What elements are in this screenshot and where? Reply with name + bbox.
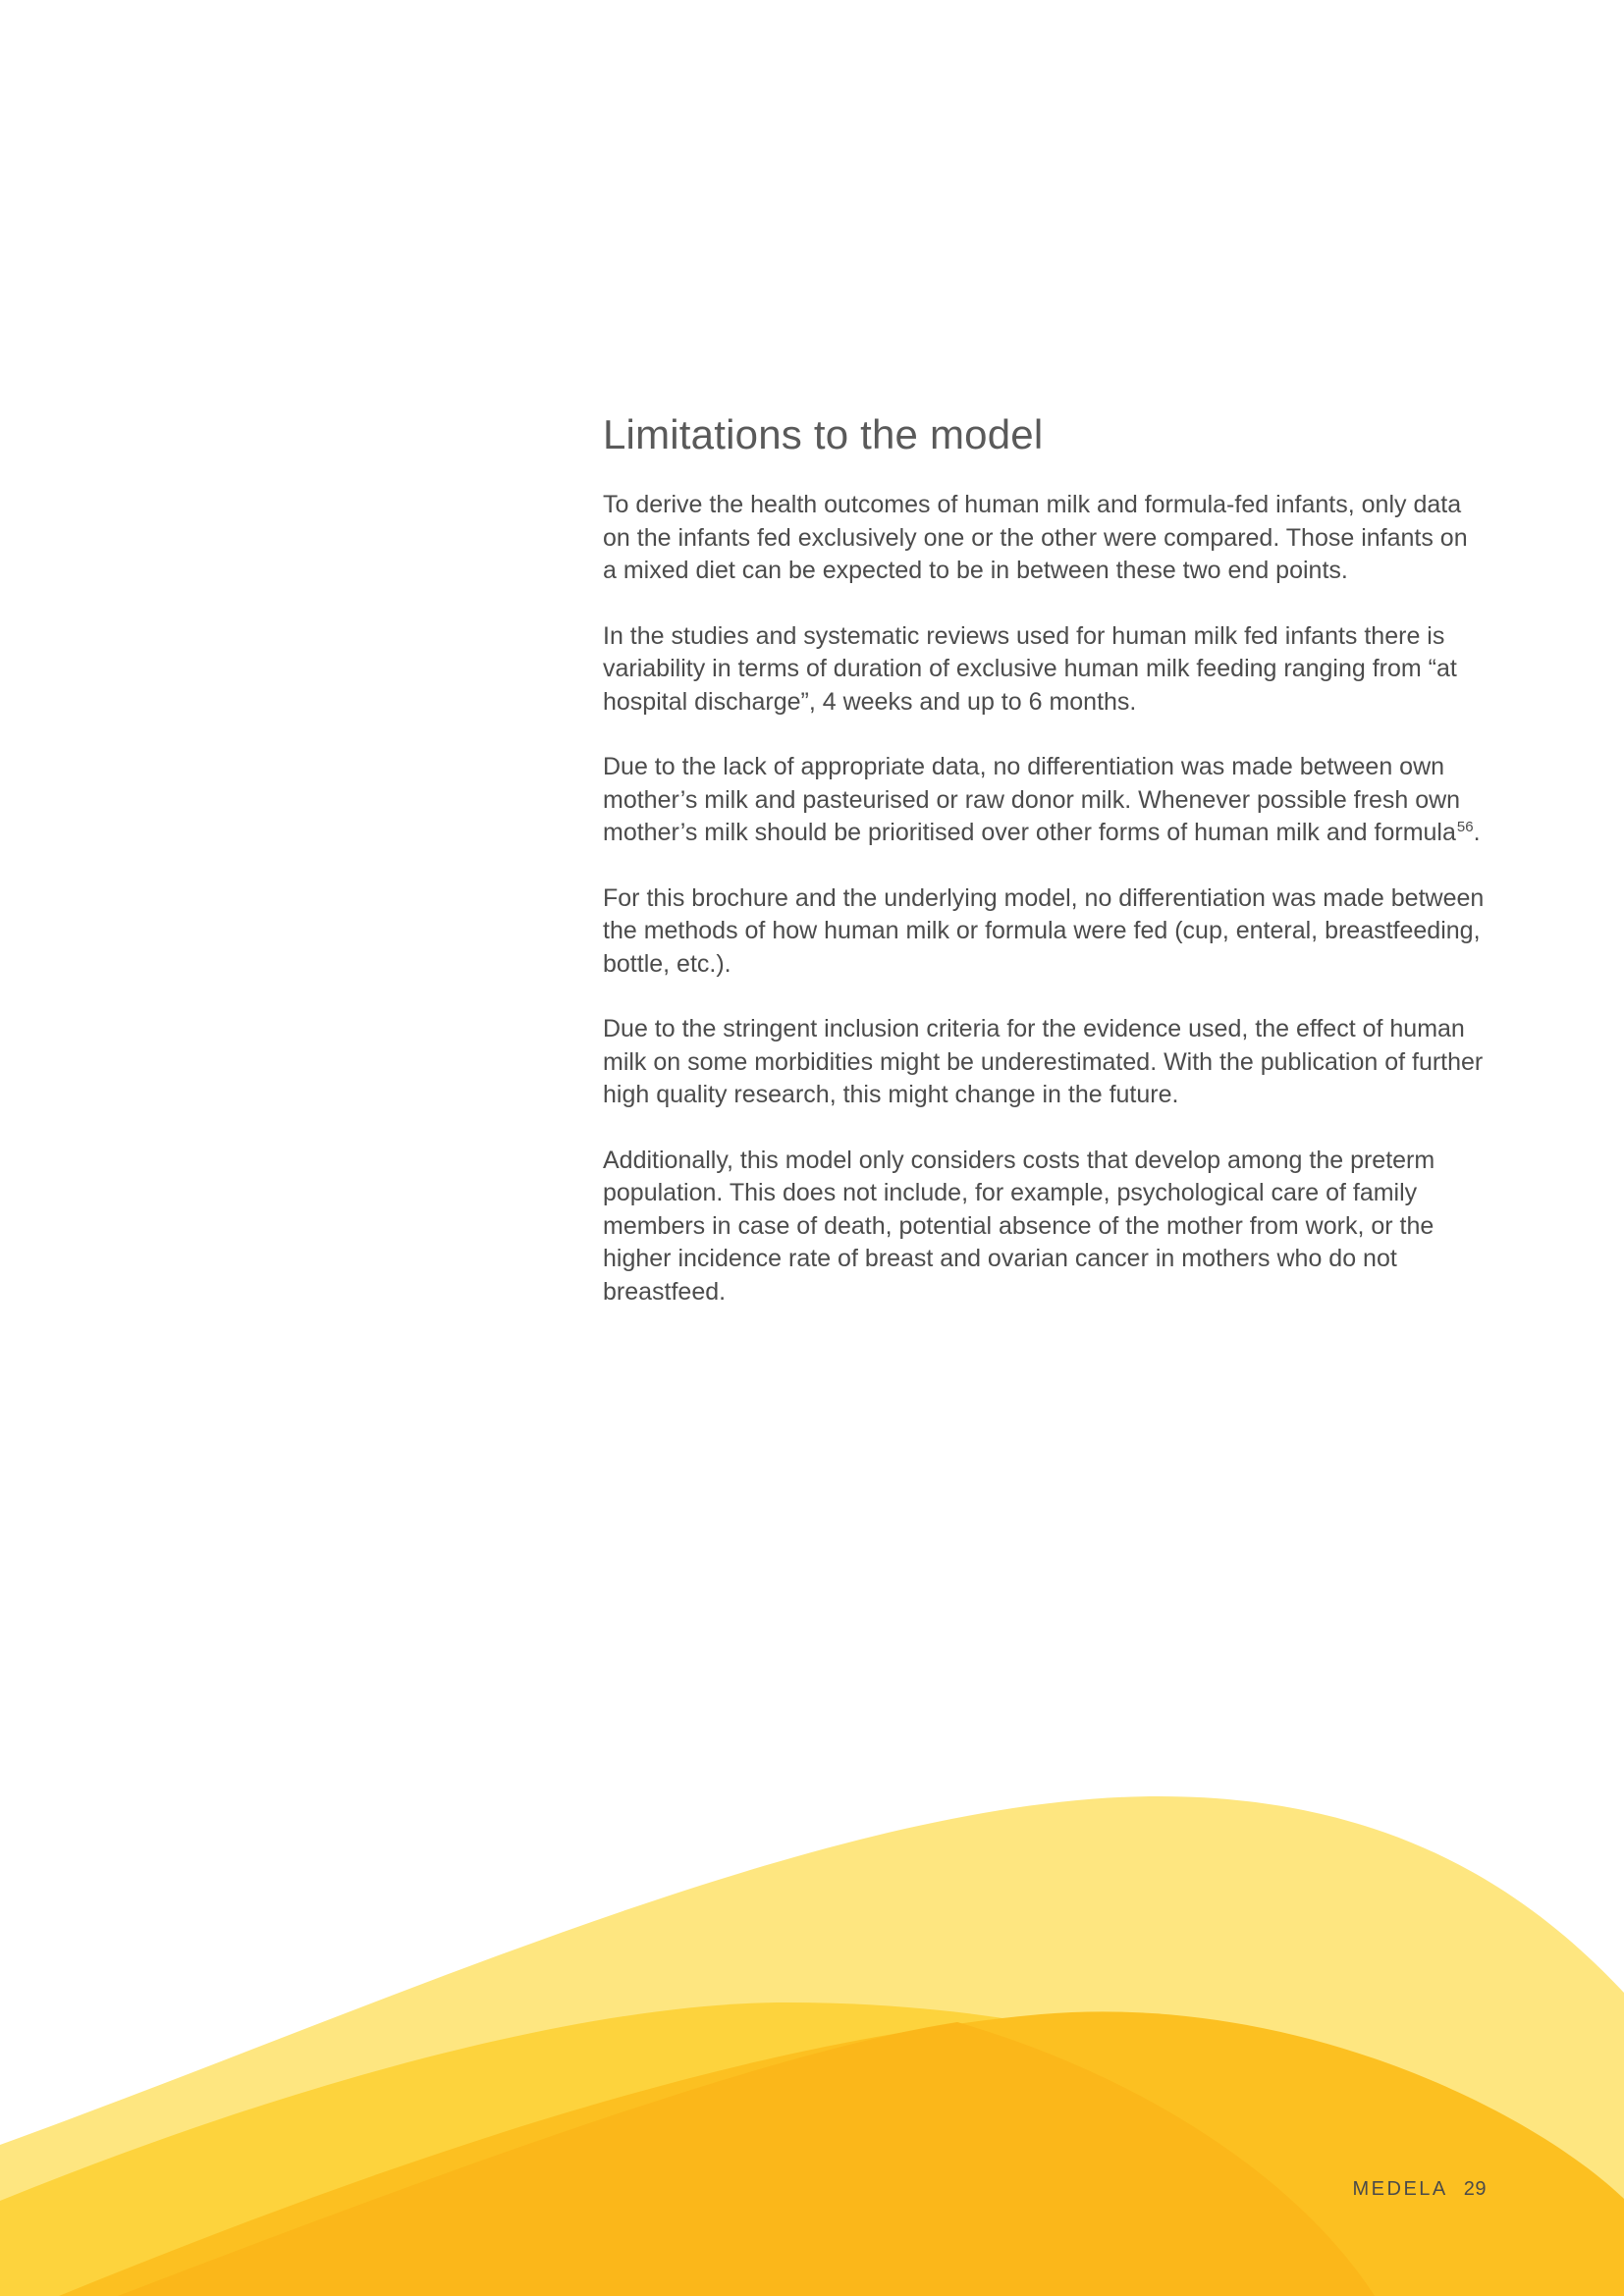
page-title: Limitations to the model [603,411,1044,457]
paragraph-costs: Additionally, this model only considers costs that develop among the preterm population. This does not include, for example, psychological care of family members in case of death, potential absence of the mother from work, or the higher incidence rate of breast and ovarian cancer in mothers who do not breastfeed. [603,1146,1435,1306]
paragraph-donor-milk-text: Due to the lack of appropriate data, no differentiation was made between own mother’s milk and pasteurised or raw donor milk. Whenever possible fresh own mother’s milk should be prioritised over other forms of human milk and formula [603,753,1461,847]
footer-brand: MEDELA [1352,2178,1448,2200]
page-footer [1353,2178,1488,2201]
paragraph-donor-milk [603,751,1487,850]
footnote-reference: 56 [1456,819,1474,836]
main-content [603,410,1487,1341]
paragraph-feeding-methods: For this brochure and the underlying model, no differentiation was made between the methods of how human milk or formula were fed (cup, enteral, breastfeeding, bottle, etc.). [603,883,1485,978]
page-number: 29 [1463,2178,1487,2200]
paragraph-feeding-duration: In the studies and systematic reviews used for human milk fed infants there is variability in terms of duration of exclusive human milk feeding ranging from “at hospital discharge”, 4 weeks and up to 6 months. [603,621,1457,716]
paragraph-donor-milk-tail: . [1473,819,1481,847]
paragraph-mixed-diet: To derive the health outcomes of human milk and formula-fed infants, only data on the infants fed exclusively one or the other were compared. Those infants on a mixed diet can be expected to be in between these two end points. [603,491,1468,585]
paragraph-inclusion-criteria: Due to the stringent inclusion criteria for the evidence used, the effect of human milk on some morbidities might be underestimated. With the publication of further high quality research, this might change in the future. [603,1015,1484,1109]
